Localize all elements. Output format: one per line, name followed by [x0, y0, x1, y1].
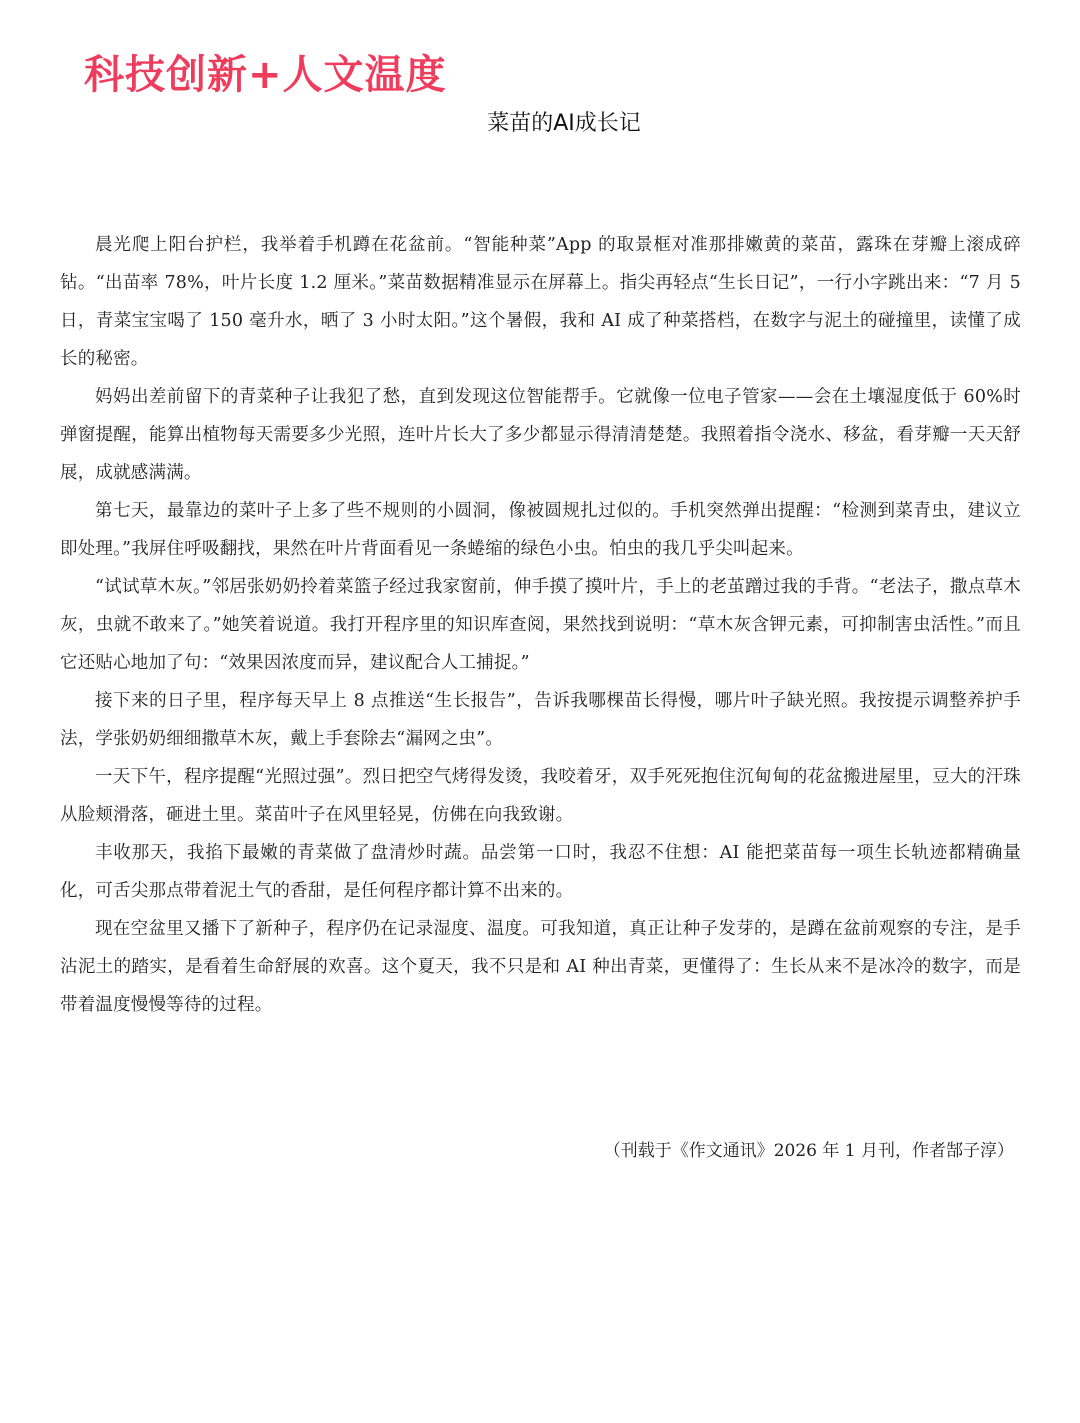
paragraph-3: 第七天，最靠边的菜叶子上多了些不规则的小圆洞，像被圆规扎过似的。手机突然弹出提醒：“检测到菜青虫，建议立即处理。”我屏住呼吸翻找，果然在叶片背面看见一条蜷缩的绿色小虫。怕虫的我几乎尖叫起来。	[60, 501, 1021, 559]
article-body	[60, 226, 1021, 1024]
paragraph-4: “试试草木灰。”邻居张奶奶拎着菜篮子经过我家窗前，伸手摸了摸叶片，手上的老茧蹭过我的手背。“老法子，撒点草木灰，虫就不敢来了。”她笑着说道。我打开程序里的知识库查阅，果然找到说明：“草木灰含钾元素，可抑制害虫活性。”而且它还贴心地加了句：“效果因浓度而异，建议配合人工捕捉。”	[60, 577, 1021, 673]
paragraph-6: 一天下午，程序提醒“光照过强”。烈日把空气烤得发烫，我咬着牙，双手死死抱住沉甸甸的花盆搬进屋里，豆大的汗珠从脸颊滑落，砸进土里。菜苗叶子在风里轻晃，仿佛在向我致谢。	[60, 767, 1021, 825]
paragraph-1: 晨光爬上阳台护栏，我举着手机蹲在花盆前。“智能种菜”App 的取景框对准那排嫩黄的菜苗，露珠在芽瓣上滚成碎钻。“出苗率 78%，叶片长度 1.2 厘米。”菜苗数据精准显示在屏幕上。指尖再轻点“生长日记”，一行小字跳出来：“7 月 5 日，青菜宝宝喝了 150 毫升水，晒了 3 小时太阳。”这个暑假，我和 AI 成了种菜搭档，在数字与泥土的碰撞里，读懂了成长的秘密。	[60, 235, 1021, 369]
article-title: 菜苗的AI成长记	[487, 111, 641, 136]
paragraph-8: 现在空盆里又播下了新种子，程序仍在记录湿度、温度。可我知道，真正让种子发芽的，是蹲在盆前观察的专注，是手沾泥土的踏实，是看着生命舒展的欢喜。这个夏天，我不只是和 AI 种出青菜，更懂得了：生长从来不是冰冷的数字，而是带着温度慢慢等待的过程。	[60, 919, 1021, 1015]
paragraph-2: 妈妈出差前留下的青菜种子让我犯了愁，直到发现这位智能帮手。它就像一位电子管家——会在土壤湿度低于 60%时弹窗提醒，能算出植物每天需要多少光照，连叶片长大了多少都显示得清清楚楚。我照着指令浇水、移盆，看芽瓣一天天舒展，成就感满满。	[60, 387, 1021, 483]
banner-heading: 科技创新+人文温度	[84, 52, 447, 98]
publication-note: （刊载于《作文通讯》2026 年 1 月刊，作者郜子淳）	[603, 1141, 1014, 1161]
paragraph-7: 丰收那天，我掐下最嫩的青菜做了盘清炒时蔬。品尝第一口时，我忍不住想：AI 能把菜苗每一项生长轨迹都精确量化，可舌尖那点带着泥土气的香甜，是任何程序都计算不出来的。	[60, 843, 1021, 901]
paragraph-5: 接下来的日子里，程序每天早上 8 点推送“生长报告”，告诉我哪棵苗长得慢，哪片叶子缺光照。我按提示调整养护手法，学张奶奶细细撒草木灰，戴上手套除去“漏网之虫”。	[60, 691, 1021, 749]
